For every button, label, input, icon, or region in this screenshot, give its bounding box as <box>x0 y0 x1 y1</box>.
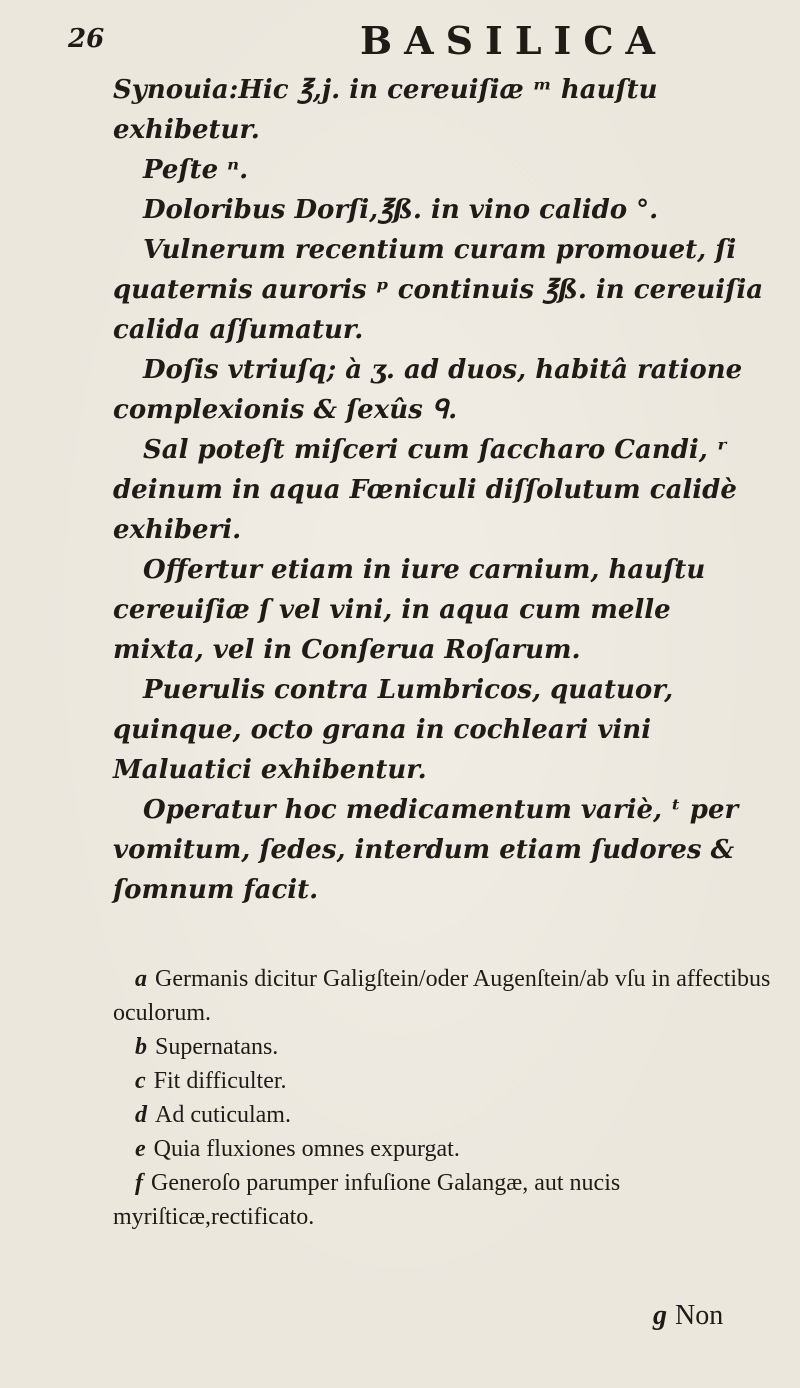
note-c <box>113 1064 783 1098</box>
note-key: f <box>135 1170 143 1196</box>
page-header <box>60 14 760 66</box>
main-text <box>113 70 765 910</box>
paragraph-dosis: Doſis vtriuſq; à ʒ. ad duos, habitâ ratione complexionis & ſexûs ᑫ. <box>113 355 743 425</box>
running-head: BASILICA <box>360 18 668 63</box>
note-e <box>113 1132 783 1166</box>
note-key: c <box>135 1068 146 1094</box>
paragraph-vulnerum: Vulnerum recentium curam promouet, ſi quaternis auroris ᵖ continuis ℥ß. in cereuiſia calida aſſumatur. <box>113 235 764 345</box>
catchword-text: Non <box>675 1300 724 1331</box>
paragraph-operatur: Operatur hoc medicamentum variè, ᵗ per vomitum, ſedes, interdum etiam ſudores & ſomnum facit. <box>113 795 739 905</box>
note-a <box>113 962 783 1030</box>
note-text: Supernatans. <box>155 1034 279 1060</box>
marginal-notes <box>113 962 783 1234</box>
note-text: Generoſo parumper infuſione Galangæ, aut nucis myriſticæ,rectificato. <box>113 1170 621 1230</box>
note-key: b <box>135 1034 147 1060</box>
paragraph-synouia: Synouia:Hic ℥,j. in cereuiſiæ ᵐ hauſtu exhibetur. <box>113 75 658 145</box>
paragraph-puerulis: Puerulis contra Lumbricos, quatuor, quinque, octo grana in cochleari vini Maluatici exhibentur. <box>113 675 674 785</box>
note-key: a <box>135 966 147 992</box>
catchword <box>653 1300 723 1332</box>
note-text: Ad cuticulam. <box>155 1102 291 1128</box>
note-b <box>113 1030 783 1064</box>
paragraph-offertur: Offertur etiam in iure carnium, hauſtu cereuiſiæ ſ vel vini, in aqua cum melle mixta, vel in Conſerua Roſarum. <box>113 555 706 665</box>
note-key: e <box>135 1136 146 1162</box>
paragraph-peste: Peſte ⁿ. <box>143 155 249 185</box>
note-key: d <box>135 1102 147 1128</box>
paragraph-doloribus: Doloribus Dorſi,℥ß. in vino calido °. <box>143 195 659 225</box>
note-f <box>113 1166 783 1234</box>
paragraph-sal: Sal poteſt miſceri cum ſaccharo Candi, ʳ deinum in aqua Fœniculi diſſolutum calidè exhiberi. <box>113 435 737 545</box>
note-text: Germanis dicitur Galigſtein/oder Augenſtein/ab vſu in affectibus oculorum. <box>113 966 771 1026</box>
note-text: Fit difficulter. <box>153 1068 287 1094</box>
catchword-key: g <box>653 1300 667 1331</box>
note-text: Quia fluxiones omnes expurgat. <box>153 1136 460 1162</box>
page-number: 26 <box>68 24 105 54</box>
note-d <box>113 1098 783 1132</box>
